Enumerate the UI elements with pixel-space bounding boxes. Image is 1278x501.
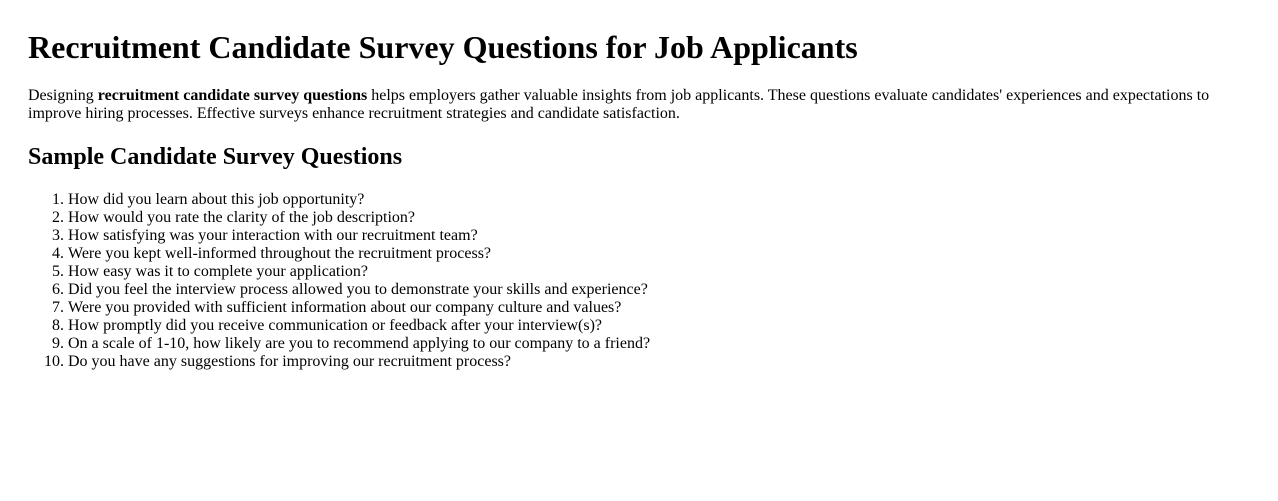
intro-suffix: helps employers gather valuable insights from job applicants. These questions evaluate candidates' experiences and expectations to improve hiring processes. Effective surveys enhance recruitment strategies and candidate satisfaction. <box>28 87 1210 122</box>
question-item: 9. On a scale of 1-10, how likely are you to recommend applying to our company to a friend? <box>68 335 1250 353</box>
intro-prefix: Designing <box>28 87 98 104</box>
intro-paragraph <box>28 87 1250 123</box>
section-title: Sample Candidate Survey Questions <box>28 144 403 170</box>
page-title: Recruitment Candidate Survey Questions for Job Applicants <box>28 29 858 65</box>
question-item: 5. How easy was it to complete your application? <box>68 263 1250 281</box>
question-item: 1. How did you learn about this job opportunity? <box>68 191 1250 209</box>
question-item: 3. How satisfying was your interaction with our recruitment team? <box>68 227 1250 245</box>
question-item: 7. Were you provided with sufficient information about our company culture and values? <box>68 299 1250 317</box>
question-item: 2. How would you rate the clarity of the job description? <box>68 209 1250 227</box>
question-item: 8. How promptly did you receive communication or feedback after your interview(s)? <box>68 317 1250 335</box>
intro-keyword: recruitment candidate survey questions <box>97 87 368 104</box>
questions-list <box>28 191 1250 371</box>
question-item: 10. Do you have any suggestions for improving our recruitment process? <box>68 353 1250 371</box>
question-item: 4. Were you kept well-informed throughout the recruitment process? <box>68 245 1250 263</box>
question-item: 6. Did you feel the interview process allowed you to demonstrate your skills and experience? <box>68 281 1250 299</box>
